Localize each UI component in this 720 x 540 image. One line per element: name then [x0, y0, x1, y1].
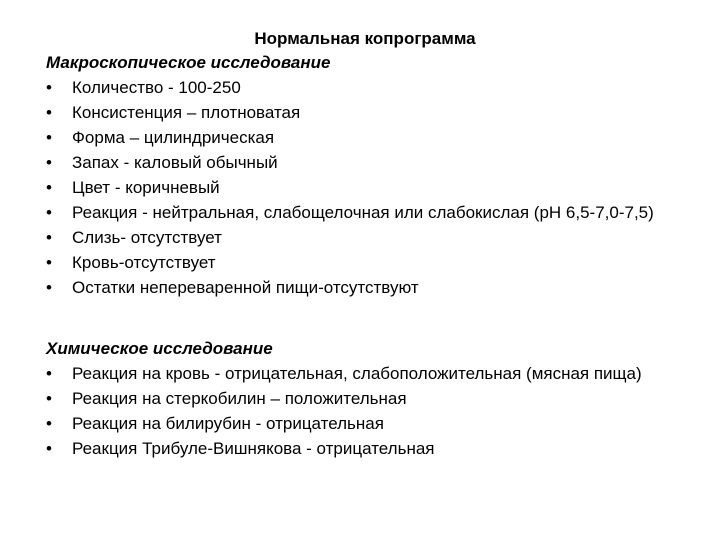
list-item	[46, 178, 686, 198]
bullet-icon: •	[46, 103, 52, 122]
chem-list	[46, 364, 686, 464]
bullet-icon: •	[46, 389, 52, 408]
list-item-text: Количество - 100-250	[72, 78, 241, 97]
list-item	[46, 228, 686, 248]
bullet-icon: •	[46, 78, 52, 97]
list-item	[46, 414, 686, 434]
list-item-text: Форма – цилиндрическая	[72, 128, 275, 147]
bullet-icon: •	[46, 228, 52, 247]
list-item	[46, 253, 686, 273]
macro-section-heading: Макроскопическое исследование	[46, 53, 331, 72]
list-item-text: Реакция на стеркобилин – положительная	[72, 389, 407, 408]
chem-section-heading: Химическое исследование	[46, 339, 273, 358]
list-item-text: Остатки непереваренной пищи-отсутствуют	[72, 278, 419, 297]
macro-list	[46, 78, 686, 303]
list-item-text: Запах - каловый обычный	[72, 153, 278, 172]
bullet-icon: •	[46, 128, 52, 147]
bullet-icon: •	[46, 153, 52, 172]
list-item-text: Реакция - нейтральная, слабощелочная или слабокислая (рН 6,5-7,0-7,5)	[72, 203, 654, 222]
list-item	[46, 78, 686, 98]
list-item	[46, 153, 686, 173]
list-item	[46, 278, 686, 298]
bullet-icon: •	[46, 203, 52, 222]
list-item	[46, 103, 686, 123]
bullet-icon: •	[46, 439, 52, 458]
list-item	[46, 203, 686, 223]
list-item	[46, 389, 686, 409]
slide-title: Нормальная копрограмма	[254, 29, 476, 48]
list-item-text: Консистенция – плотноватая	[72, 103, 301, 122]
list-item-text: Цвет - коричневый	[72, 178, 220, 197]
bullet-icon: •	[46, 414, 52, 433]
bullet-icon: •	[46, 253, 52, 272]
list-item-text: Реакция на кровь - отрицательная, слабоположительная (мясная пища)	[72, 364, 642, 383]
list-item-text: Слизь- отсутствует	[72, 228, 222, 247]
list-item	[46, 364, 686, 384]
bullet-icon: •	[46, 178, 52, 197]
list-item	[46, 128, 686, 148]
list-item-text: Реакция на билирубин - отрицательная	[72, 414, 384, 433]
bullet-icon: •	[46, 364, 52, 383]
bullet-icon: •	[46, 278, 52, 297]
list-item-text: Кровь-отсутствует	[72, 253, 216, 272]
list-item-text: Реакция Трибуле-Вишнякова - отрицательная	[72, 439, 435, 458]
list-item	[46, 439, 686, 459]
